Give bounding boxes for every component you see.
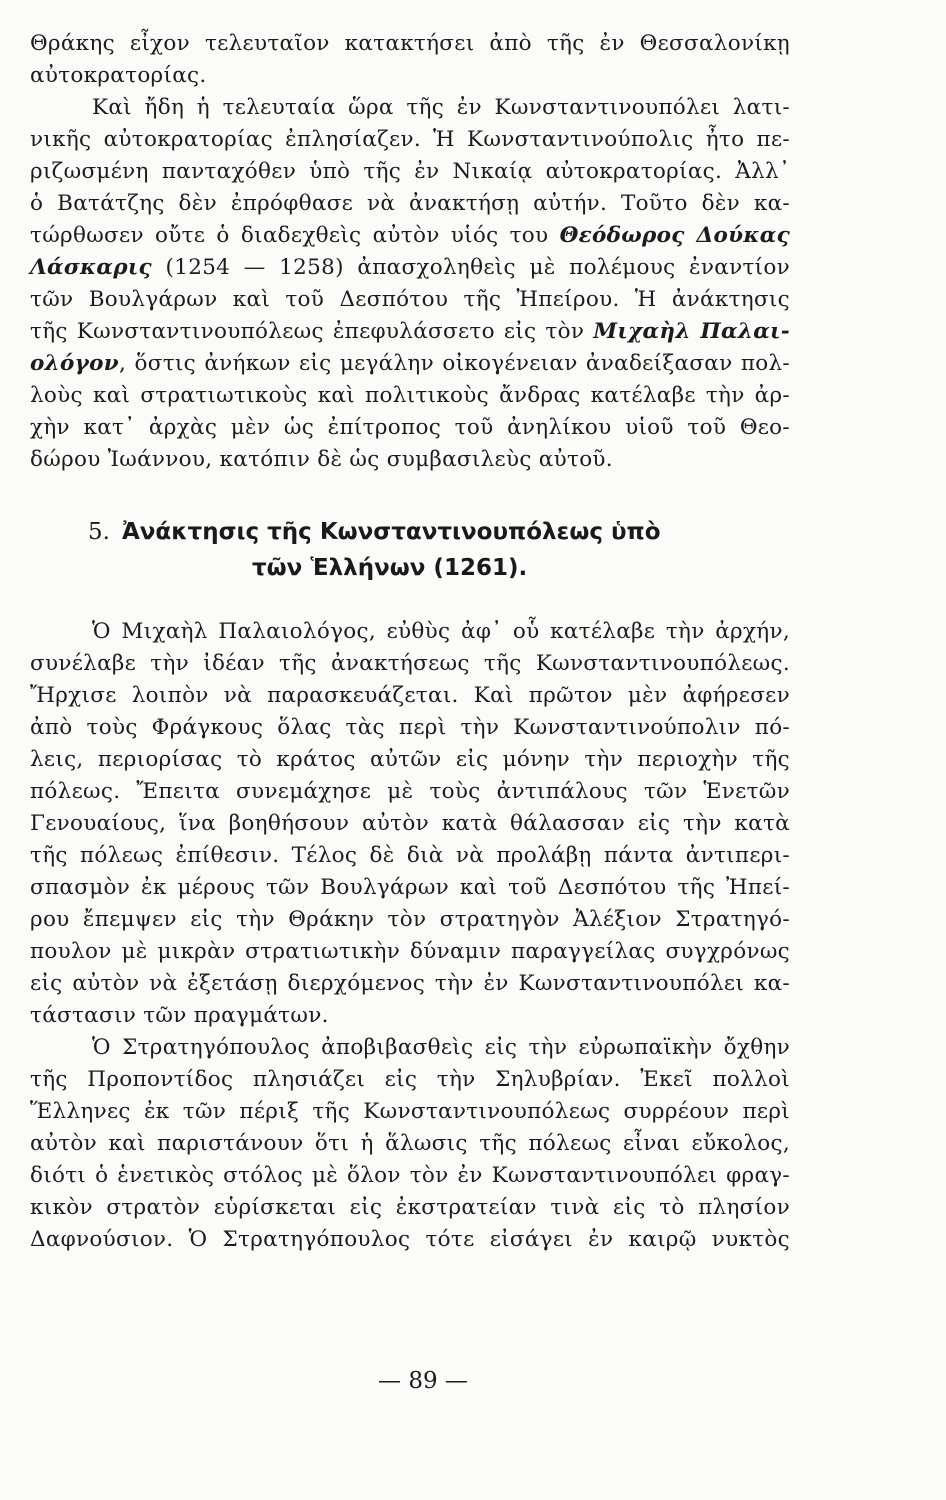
text-line: Καὶ ἤδη ἡ τελευταία ὥρα τῆς ἐν Κωνσταντινουπόλει λατι- xyxy=(92,95,790,120)
text-line: τῶν Βουλγάρων καὶ τοῦ Δεσπότου τῆς Ἠπείρου. Ἡ ἀνάκτησις xyxy=(30,287,790,312)
person-name: ολόγον xyxy=(30,351,120,376)
text-line: ἀπὸ τοὺς Φράγκους ὅλας τὰς περὶ τὴν Κωνσταντινούπολιν πό- xyxy=(30,715,790,740)
section-heading xyxy=(30,514,790,586)
section-number: 5. xyxy=(88,519,110,545)
text-line: κικὸν στρατὸν εὑρίσκεται εἰς ἐκστρατείαν τινὰ εἰς τὸ πλησίον xyxy=(30,1195,790,1220)
text-line xyxy=(30,252,790,284)
paragraph-3 xyxy=(30,616,790,1032)
section-title: Ἀνάκτησις τῆς Κωνσταντινουπόλεως ὑπὸ xyxy=(121,519,661,545)
text-line: λεις, περιορίσας τὸ κράτος αὐτῶν εἰς μόνην τὴν περιοχὴν τῆς xyxy=(30,747,790,772)
text-line: Ὁ Στρατηγόπουλος ἀποβιβασθεὶς εἰς τὴν εὐρωπαϊκὴν ὄχθην xyxy=(92,1035,790,1060)
text-segment: τώρθωσεν οὔτε ὁ διαδεχθεὶς αὐτὸν υἱός του xyxy=(30,223,560,248)
text-line: Ἕλληνες ἐκ τῶν πέριξ τῆς Κωνσταντινουπόλεως συρρέουν περὶ xyxy=(30,1099,790,1124)
text-line: Δαφνούσιον. Ὁ Στρατηγόπουλος τότε εἰσάγει ἐν καιρῷ νυκτὸς xyxy=(30,1227,790,1252)
text-line xyxy=(30,316,790,348)
text-line: τῆς πόλεως ἐπίθεσιν. Τέλος δὲ διὰ νὰ προλάβῃ πάντα ἀντιπερι- xyxy=(30,843,790,868)
text-line: αὐτοκρατορίας. xyxy=(30,63,207,88)
text-line: νικῆς αὐτοκρατορίας ἐπλησίαζεν. Ἡ Κωνσταντινούπολις ἦτο πε- xyxy=(30,127,790,152)
text-line: ὁ Βατάτζης δὲν ἐπρόφθασε νὰ ἀνακτήσῃ αὐτήν. Τοῦτο δὲν κα- xyxy=(30,191,790,216)
text-line: τάστασιν τῶν πραγμάτων. xyxy=(30,1003,329,1028)
text-line xyxy=(30,348,790,380)
text-line: λοὺς καὶ στρατιωτικοὺς καὶ πολιτικοὺς ἄνδρας κατέλαβε τὴν ἀρ- xyxy=(30,383,790,408)
page-number: — 89 — xyxy=(378,1368,468,1394)
text-line: τῆς Προποντίδος πλησιάζει εἰς τὴν Σηλυβρίαν. Ἐκεῖ πολλοὶ xyxy=(30,1067,790,1092)
text-line: Θράκης εἶχον τελευταῖον κατακτήσει ἀπὸ τῆς ἐν Θεσσαλονίκῃ xyxy=(30,31,790,56)
text-line: πόλεως. Ἔπειτα συνεμάχησε μὲ τοὺς ἀντιπάλους τῶν Ἑνετῶν xyxy=(30,779,790,804)
text-line: ρου ἔπεμψεν εἰς τὴν Θράκην τὸν στρατηγὸν Ἀλέξιον Στρατηγό- xyxy=(30,907,790,932)
text-line: χὴν κατ᾽ ἀρχὰς μὲν ὡς ἐπίτροπος τοῦ ἀνηλίκου υἱοῦ τοῦ Θεο- xyxy=(30,415,790,440)
text-line: πουλον μὲ μικρὰν στρατιωτικὴν δύναμιν παραγγείλας συγχρόνως xyxy=(30,939,790,964)
section-heading-line xyxy=(30,514,790,550)
text-line: ριζωσμένη πανταχόθεν ὑπὸ τῆς ἐν Νικαίᾳ αὐτοκρατορίας. Ἀλλ᾽ xyxy=(30,159,790,184)
text-segment: , ὅστις ἀνήκων εἰς μεγάλην οἰκογένειαν ἀναδείξασαν πολ- xyxy=(119,351,790,376)
text-line: Ὁ Μιχαὴλ Παλαιολόγος, εὐθὺς ἀφ᾽ οὗ κατέλαβε τὴν ἀρχήν, xyxy=(92,619,790,644)
text-line: Γενουαίους, ἵνα βοηθήσουν αὐτὸν κατὰ θάλασσαν εἰς τὴν κατὰ xyxy=(30,811,790,836)
person-name: Θεόδωρος Δούκας xyxy=(559,223,790,248)
paragraph-1 xyxy=(30,28,790,92)
text-line: εἰς αὐτὸν νὰ ἐξετάσῃ διερχόμενος τὴν ἐν Κωνσταντινουπόλει κα- xyxy=(30,971,790,996)
person-name: Μιχαὴλ Παλαι- xyxy=(593,319,790,344)
text-segment: τῆς Κωνσταντινουπόλεως ἐπεφυλάσσετο εἰς τὸν xyxy=(30,319,594,344)
text-line: διότι ὁ ἑνετικὸς στόλος μὲ ὅλον τὸν ἐν Κωνσταντινουπόλει φραγ- xyxy=(30,1163,790,1188)
section-heading-line: τῶν Ἑλλήνων (1261). xyxy=(252,555,528,581)
paragraph-4 xyxy=(30,1032,790,1256)
paragraph-2 xyxy=(30,92,790,476)
text-column xyxy=(30,28,790,1256)
text-segment: (1254 — 1258) ἀπασχοληθεὶς μὲ πολέμους ἐναντίον xyxy=(151,255,790,280)
text-line: συνέλαβε τὴν ἰδέαν τῆς ἀνακτήσεως τῆς Κωνσταντινουπόλεως. xyxy=(30,651,790,676)
text-line: Ἤρχισε λοιπὸν νὰ παρασκευάζεται. Καὶ πρῶτον μὲν ἀφήρεσεν xyxy=(30,683,790,708)
person-name: Λάσκαρις xyxy=(30,255,152,280)
text-line xyxy=(30,220,790,252)
text-line: αὐτὸν καὶ παριστάνουν ὅτι ἡ ἅλωσις τῆς πόλεως εἶναι εὔκολος, xyxy=(30,1131,790,1156)
text-line: δώρου Ἰωάννου, κατόπιν δὲ ὡς συμβασιλεὺς αὐτοῦ. xyxy=(30,447,613,472)
text-line: σπασμὸν ἐκ μέρους τῶν Βουλγάρων καὶ τοῦ Δεσπότου τῆς Ἠπεί- xyxy=(30,875,790,900)
